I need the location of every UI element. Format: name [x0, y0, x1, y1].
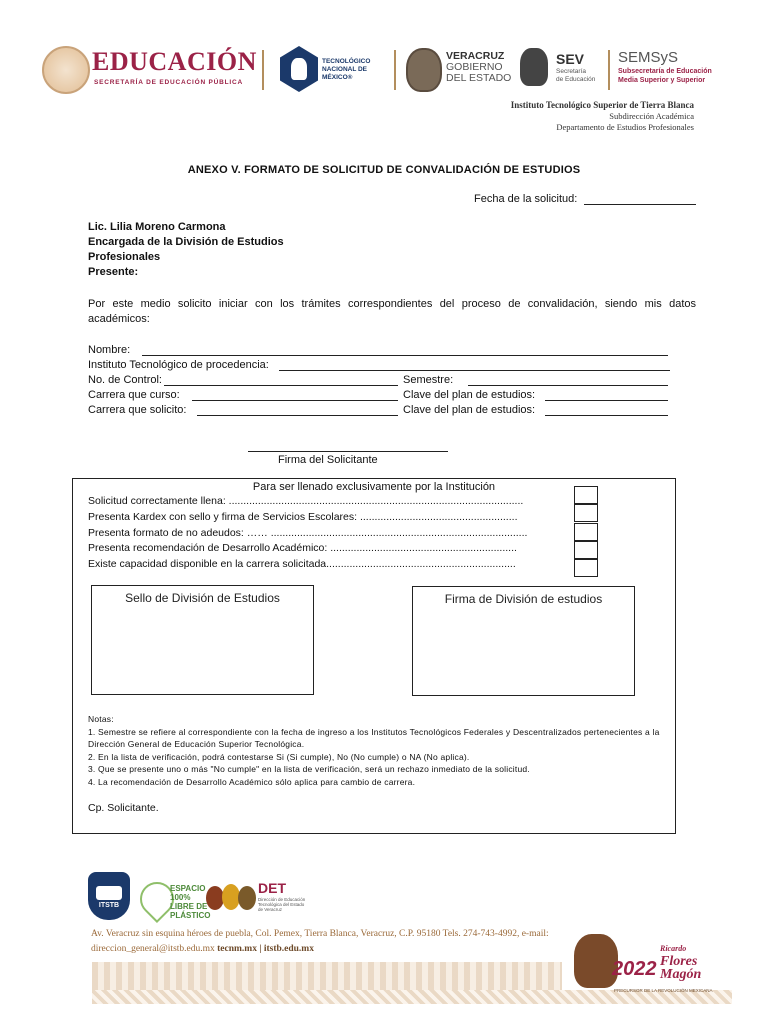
badge-name1: Ricardo [660, 944, 687, 953]
semestre-field[interactable] [468, 385, 668, 386]
tecnm-logo [280, 46, 390, 94]
semsys-line1: Subsecretaría de Educación [618, 68, 712, 75]
footer-address-text: Av. Veracruz sin esquina héroes de puebla, Col. Pemex, Tierra Blanca, Veracruz, C.P. 95180 Tels. 274-743-4992, e-mail: direccion_general@itstb.edu.mx [91, 929, 549, 954]
badge-tag: PRECURSOR DE LA REVOLUCIÓN MEXICANA [614, 988, 713, 993]
tecnm-emblem-icon [280, 46, 318, 92]
cp-solicitante: Cp. Solicitante. [88, 802, 159, 814]
check-item: Presenta formato de no adeudos: …… ........................................................................................ [88, 527, 528, 539]
espacio-line1: ESPACIO [170, 884, 206, 893]
footer-web[interactable]: tecnm.mx | itstb.edu.mx [217, 944, 314, 954]
addressee-presente: Presente: [88, 266, 139, 278]
instituto-label: Instituto Tecnológico de procedencia: [88, 359, 269, 371]
carrera-curso-field[interactable] [192, 400, 398, 401]
sev-line2: de Educación [556, 76, 596, 83]
header-divider [608, 50, 610, 90]
nombre-label: Nombre: [88, 344, 131, 356]
addressee-block [88, 220, 284, 280]
espacio-line2: 100% [170, 893, 191, 902]
institution-department: Departamento de Estudios Profesionales [556, 122, 694, 132]
notes-title: Notas: [88, 714, 114, 724]
clave1-field[interactable] [545, 400, 668, 401]
veracruz-text [446, 51, 511, 84]
semestre-label: Semestre: [403, 374, 454, 386]
mexico-seal-icon [42, 46, 90, 94]
header-divider [262, 50, 264, 90]
clave1-label: Clave del plan de estudios: [403, 389, 536, 401]
sev-title: SEV [556, 51, 585, 67]
check-item: Presenta recomendación de Desarrollo Académico: ................................................................ [88, 542, 517, 554]
institution-name: Instituto Tecnológico Superior de Tierra Blanca [510, 100, 694, 110]
addressee-position: Encargada de la División de Estudios [88, 236, 284, 248]
control-label: No. de Control: [88, 374, 162, 386]
tecnm-line2: NACIONAL DE MÉXICO® [322, 66, 368, 81]
semsys-title: SEMSyS [618, 49, 679, 66]
note-1: 1. Semestre se refiere al correspondiente con la fecha de ingreso a los Institutos Tecnológicos Federales y Descentralizados pertenecientes a la Dirección General de Educación Superior Tecnológica. [88, 726, 660, 749]
sello-box[interactable] [91, 585, 314, 695]
addressee-name: Lic. Lilia Moreno Carmona [88, 221, 226, 233]
educacion-subtitle: SECRETARÍA DE EDUCACIÓN PÚBLICA [94, 79, 244, 86]
itstb-logo-text: ITSTB [98, 902, 120, 909]
request-paragraph: Por este medio solicito iniciar con los trámites correspondientes del proceso de convalidación, siendo mis datos académicos: [88, 298, 696, 325]
badge-name [660, 942, 701, 981]
check-item: Existe capacidad disponible en la carrera solicitada................................................................. [88, 558, 516, 570]
det-subtitle: Dirección de Educación Tecnológica del Estado de Veracruz [258, 897, 306, 912]
institution-header [511, 100, 694, 133]
itstb-logo [88, 872, 130, 920]
checkbox[interactable] [574, 504, 598, 522]
carrera-solicito-field[interactable] [197, 415, 398, 416]
carrera-solicito-label: Carrera que solicito: [88, 404, 187, 416]
note-2: 2. En la lista de verificación, podrá contestarse Si (Si cumple), No (No cumple) o NA (No aplica). [88, 751, 470, 762]
clave2-field[interactable] [545, 415, 668, 416]
check-item: Presenta Kardex con sello y firma de Servicios Escolares: ...................................................... [88, 511, 518, 523]
document-title: ANEXO V. FORMATO DE SOLICITUD DE CONVALIDACIÓN DE ESTUDIOS [187, 164, 581, 176]
checkbox[interactable] [574, 523, 598, 541]
badge-name3: Magón [660, 967, 702, 982]
check-item: Solicitud correctamente llena: ..................................................................................................... [88, 495, 524, 507]
sev-subtitle [556, 68, 595, 84]
note-4: 4. La recomendación de Desarrollo Académico sólo aplica para cambio de carrera. [88, 776, 416, 787]
ricardo-flores-magon-badge [564, 930, 714, 1000]
semsys-subtitle [618, 67, 712, 85]
carrera-curso-label: Carrera que curso: [88, 389, 180, 401]
educacion-logo [42, 42, 257, 98]
espacio-line3: LIBRE DE [170, 902, 208, 911]
header-divider [394, 50, 396, 90]
educacion-title: EDUCACIÓN [92, 47, 257, 76]
clave2-label: Clave del plan de estudios: [403, 404, 536, 416]
fecha-label: Fecha de la solicitud: [474, 193, 578, 205]
veracruz-logo [406, 46, 516, 94]
veracruz-line2: GOBIERNO [446, 61, 503, 73]
signature-line[interactable] [248, 451, 448, 452]
institution-subdirection: Subdirección Académica [609, 111, 694, 121]
det-petal-icon [238, 886, 256, 910]
det-logo [206, 880, 306, 920]
espacio-libre-text [170, 884, 210, 920]
firma-box[interactable] [412, 586, 635, 696]
tecnm-line1: TECNOLÓGICO [322, 58, 371, 65]
sev-shield-icon [520, 48, 548, 86]
badge-year: 2022 [612, 958, 657, 980]
institution-box [72, 478, 676, 834]
fecha-field[interactable] [584, 204, 696, 205]
semsys-line2: Media Superior y Superior [618, 77, 706, 84]
nombre-field[interactable] [142, 355, 668, 356]
checkbox[interactable] [574, 541, 598, 559]
sev-logo [520, 46, 610, 94]
decorative-frieze [92, 962, 562, 990]
veracruz-line1: VERACRUZ [446, 50, 505, 62]
notes [88, 713, 663, 788]
instituto-field[interactable] [279, 370, 670, 371]
sello-label: Sello de División de Estudios [125, 591, 280, 605]
note-3: 3. Que se presente uno o más "No cumple" en la lista de verificación, será un rechazo inmediato de la solicitud. [88, 764, 530, 774]
signature-label: Firma del Solicitante [278, 454, 378, 466]
det-title: DET [258, 880, 286, 896]
semsys-logo [618, 46, 718, 96]
tecnm-text [322, 58, 390, 82]
checkbox[interactable] [574, 559, 598, 577]
sev-line1: Secretaría [556, 68, 586, 75]
espacio-line4: PLÁSTICO [170, 911, 211, 920]
box-heading: Para ser llenado exclusivamente por la Institución [252, 481, 496, 493]
badge-name2: Flores [660, 954, 698, 969]
veracruz-shield-icon [406, 48, 442, 92]
addressee-position-cont: Profesionales [88, 251, 161, 263]
footer-address [91, 927, 571, 957]
veracruz-line3: DEL ESTADO [446, 72, 512, 84]
checkbox[interactable] [574, 486, 598, 504]
espacio-libre-plastico-logo [140, 880, 211, 920]
firma-label: Firma de División de estudios [444, 592, 603, 606]
control-field[interactable] [164, 385, 398, 386]
